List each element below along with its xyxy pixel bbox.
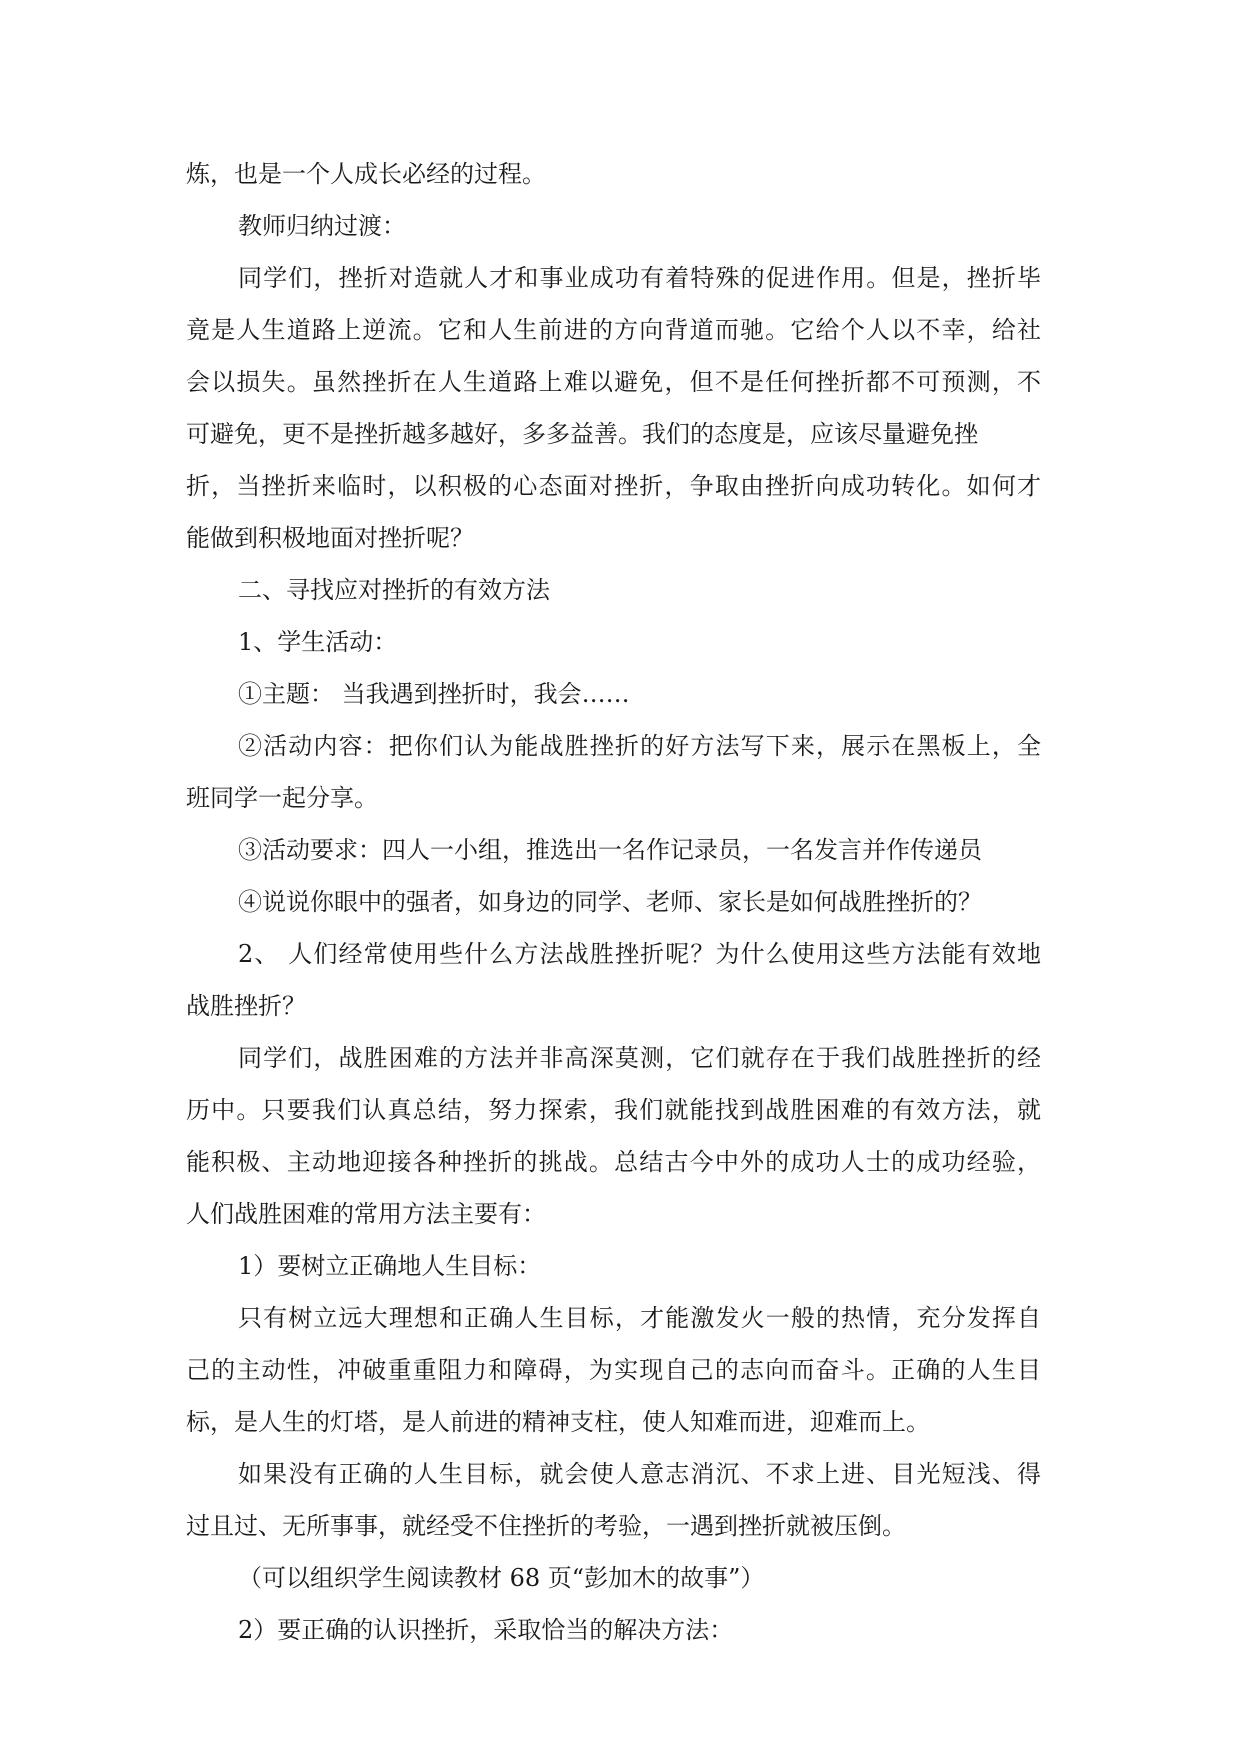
text-line: 2）要正确的认识挫折，采取恰当的解决方法： — [238, 1616, 734, 1644]
text-line: 2、 人们经常使用些什么方法战胜挫折呢？为什么使用这些方法能有效地 — [238, 940, 1041, 968]
text-line: ③活动要求：四人一小组，推选出一名作记录员，一名发言并作传递员 — [238, 836, 982, 864]
text-line: 班同学一起分享。 — [186, 784, 378, 812]
text-line: 如果没有正确的人生目标，就会使人意志消沉、不求上进、目光短浅、得 — [238, 1460, 1041, 1488]
text-line: 人们战胜困难的常用方法主要有： — [186, 1200, 546, 1228]
text-line: 会以损失。虽然挫折在人生道路上难以避免，但不是任何挫折都不可预测，不 — [186, 368, 1041, 396]
text-line: 1）要树立正确地人生目标： — [238, 1252, 542, 1280]
text-line: 只有树立远大理想和正确人生目标，才能激发火一般的热情，充分发挥自 — [238, 1304, 1041, 1332]
text-line: 同学们，挫折对造就人才和事业成功有着特殊的促进作用。但是，挫折毕 — [238, 264, 1041, 292]
text-line: ①主题： 当我遇到挫折时，我会…… — [238, 680, 630, 708]
text-line: 1、学生活动： — [238, 628, 398, 656]
text-line: （可以组织学生阅读教材 68 页“彭加木的故事”） — [238, 1564, 765, 1592]
text-line: 能做到积极地面对挫折呢？ — [186, 524, 474, 552]
text-line: 过且过、无所事事，就经受不住挫折的考验，一遇到挫折就被压倒。 — [186, 1512, 906, 1540]
text-line: 标，是人生的灯塔，是人前进的精神支柱，使人知难而进，迎难而上。 — [186, 1408, 930, 1436]
text-line: 战胜挫折？ — [186, 992, 306, 1020]
text-line: 能积极、主动地迎接各种挫折的挑战。总结古今中外的成功人士的成功经验， — [186, 1148, 1041, 1176]
text-line: 可避免，更不是挫折越多越好，多多益善。我们的态度是，应该尽量避免挫 — [186, 420, 978, 448]
text-line: ④说说你眼中的强者，如身边的同学、老师、家长是如何战胜挫折的？ — [238, 888, 982, 916]
text-line: 己的主动性，冲破重重阻力和障碍，为实现自己的志向而奋斗。正确的人生目 — [186, 1356, 1041, 1384]
text-line: 炼，也是一个人成长必经的过程。 — [186, 160, 546, 188]
text-line: 教师归纳过渡： — [238, 212, 406, 240]
text-line: 历中。只要我们认真总结，努力探索，我们就能找到战胜困难的有效方法，就 — [186, 1096, 1041, 1124]
section-heading: 二、寻找应对挫折的有效方法 — [238, 576, 550, 604]
text-line: 折，当挫折来临时，以积极的心态面对挫折，争取由挫折向成功转化。如何才 — [186, 472, 1041, 500]
text-line: 同学们，战胜困难的方法并非高深莫测，它们就存在于我们战胜挫折的经 — [238, 1044, 1041, 1072]
text-line: ②活动内容：把你们认为能战胜挫折的好方法写下来，展示在黑板上，全 — [238, 732, 1041, 760]
text-line: 竟是人生道路上逆流。它和人生前进的方向背道而驰。它给个人以不幸，给社 — [186, 316, 1041, 344]
